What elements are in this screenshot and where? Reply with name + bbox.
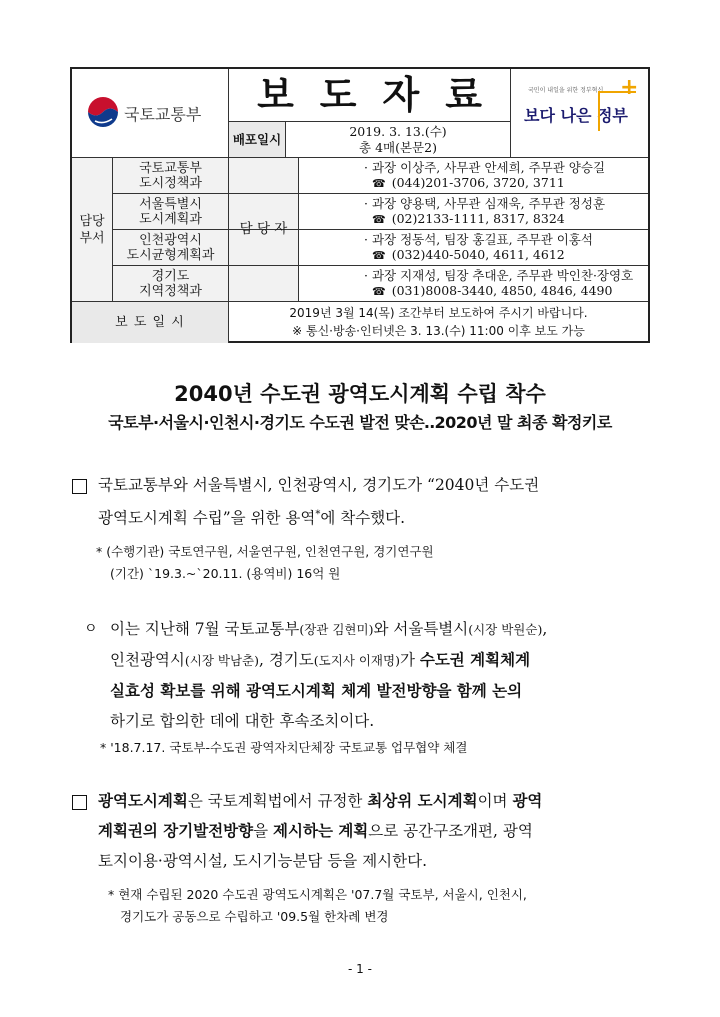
dept-sub: 도시정책과: [139, 175, 202, 191]
dept-cell-gyeonggi: [113, 266, 228, 301]
para2-line4: 하기로 합의한 데에 대한 후속조치이다.: [110, 712, 375, 730]
para2: [110, 614, 547, 736]
contact-phone: (032)440-5040, 4611, 4612: [391, 247, 565, 262]
ministry-logo-text: 국토교통부: [124, 105, 202, 124]
note3: [108, 884, 527, 928]
t: (장관 김현미): [299, 622, 374, 637]
dist-date: 2019. 3. 13.(수): [349, 124, 447, 139]
t: 인천광역시: [110, 651, 185, 669]
dept-cell-seoul: [113, 194, 228, 229]
contact-phone: (02)2133-1111, 8317, 8324: [391, 211, 565, 226]
t: 와 서울특별시: [373, 620, 469, 638]
note3-line1: * 현재 수립된 2020 수도권 광역도시계획은 '07.7월 국토부, 서울시, 인천시,: [108, 887, 527, 902]
para1-line2-b: 에 착수했다.: [320, 509, 406, 528]
dept-name: 서울특별시: [139, 196, 202, 212]
note3-line2: 경기도가 공동으로 수립하고 '09.5월 한차례 변경: [120, 909, 389, 924]
para3: [98, 786, 542, 876]
dist-info: [286, 122, 510, 157]
dept-name: 경기도: [151, 268, 190, 284]
t: , 경기도: [258, 651, 314, 669]
contact-seoul: [364, 196, 605, 227]
t: (시장 박남춘): [184, 653, 259, 668]
checkbox-square-icon: [72, 795, 87, 810]
dept-cell-incheon: [113, 230, 228, 265]
dept-label: [72, 158, 112, 301]
phone-icon: ☎: [372, 177, 386, 190]
ministry-emblem-icon: [86, 95, 120, 129]
contact-names: · 과장 정동석, 팀장 홍길표, 주무관 이홍석: [364, 232, 593, 247]
t: 광역: [512, 791, 543, 810]
note1-line1: * (수행기관) 국토연구원, 서울연구원, 인천연구원, 경기연구원: [96, 544, 434, 559]
para2-line2: [110, 645, 547, 676]
t: ,: [542, 620, 548, 638]
contact-gyeonggi: [364, 268, 633, 299]
para1-line2-a: 광역도시계획 수립”을 위한 용역: [98, 509, 316, 528]
page-title: 보도자료: [257, 72, 508, 117]
subheadline: 국토부·서울시·인천시·경기도 수도권 발전 맞손‥2020년 말 최종 확정키로: [108, 413, 612, 432]
footnote-star: *: [315, 509, 321, 520]
plus-icon: +: [620, 75, 639, 100]
para1: [98, 470, 539, 533]
report-line-1: 2019년 3월 14(목) 조간부터 보도하여 주시기 바랍니다.: [289, 306, 588, 320]
page-number: - 1 -: [348, 962, 372, 976]
contact-names: · 과장 양용택, 사무관 심재욱, 주무관 정성훈: [364, 196, 606, 211]
person-label: 담 당 자: [239, 221, 288, 237]
dept-name: 국토교통부: [139, 160, 202, 176]
dept-sub: 지역정책과: [139, 283, 202, 299]
dept-sub: 도시균형계획과: [126, 247, 215, 263]
t: 으로 공간구조개편, 광역: [368, 822, 533, 840]
contact-names: · 과장 이상주, 사무관 안세희, 주무관 양승길: [364, 160, 606, 175]
dept-name: 인천광역시: [139, 232, 202, 248]
phone-icon: ☎: [372, 249, 386, 262]
phone-icon: ☎: [372, 285, 386, 298]
dept-label-text: 담당 부서: [79, 213, 105, 246]
t: 이며: [477, 792, 513, 810]
checkbox-square-icon: [72, 479, 87, 494]
t: (시장 박원순): [468, 622, 543, 637]
headline: 2040년 수도권 광역도시계획 수립 착수: [174, 382, 546, 406]
t: 계획권의 장기발전방향: [98, 821, 254, 840]
dept-cell-molit: [113, 158, 228, 193]
t: 이는 지난해 7월 국토교통부: [110, 620, 300, 638]
t: 가: [399, 651, 420, 669]
slogan-big: 보다 나은 정부: [524, 106, 628, 125]
contact-molit: [364, 160, 605, 191]
dist-label: 배포일시: [229, 122, 285, 157]
para2-line1: [110, 614, 547, 645]
para1-line2: [98, 500, 539, 533]
t: 광역도시계획: [98, 791, 188, 810]
bullet-o-icon: ㅇ: [84, 621, 98, 637]
note2: * '18.7.17. 국토부-수도권 광역자치단체장 국토교통 업무협약 체결: [100, 740, 468, 755]
t: 을: [253, 822, 274, 840]
dept-sub: 도시계획과: [139, 211, 202, 227]
para3-line1: [98, 786, 542, 816]
dist-pages: 총 4매(본문2): [359, 140, 437, 155]
contact-incheon: [364, 232, 593, 263]
note1: [96, 541, 434, 585]
t: (도지사 이재명): [313, 653, 400, 668]
para3-line3: 토지이용·광역시설, 도시기능분담 등을 제시한다.: [98, 852, 428, 870]
report-label: 보 도 일 시: [115, 315, 185, 330]
slogan-small: 국민이 내일을 위한 정부혁신: [528, 87, 604, 94]
t: 최상위 도시계획: [367, 791, 478, 810]
t: 수도권 계획체계: [419, 650, 531, 669]
t: 제시하는 계획: [273, 821, 369, 840]
note1-line2: (기간) `19.3.~`20.11. (용역비) 16억 원: [110, 566, 341, 581]
report-info: [229, 304, 648, 340]
contact-phone: (031)8008-3440, 4850, 4846, 4490: [391, 283, 613, 298]
report-line-2: ※ 통신·방송·인터넷은 3. 13.(수) 11:00 이후 보도 가능: [292, 324, 585, 338]
contact-phone: (044)201-3706, 3720, 3711: [391, 175, 565, 190]
para2-line3: [110, 676, 547, 706]
press-header-table: [70, 67, 650, 343]
para1-line1: 국토교통부와 서울특별시, 인천광역시, 경기도가 “2040년 수도권: [98, 476, 540, 494]
para3-line2: [98, 816, 542, 846]
t: 은 국토계획법에서 규정한: [187, 792, 368, 810]
contact-names: · 과장 지재성, 팀장 추대운, 주무관 박인찬·장영호: [364, 268, 634, 283]
t: 실효성 확보를 위해 광역도시계획 체계 발전방향을 함께 논의: [110, 681, 523, 700]
phone-icon: ☎: [372, 213, 386, 226]
